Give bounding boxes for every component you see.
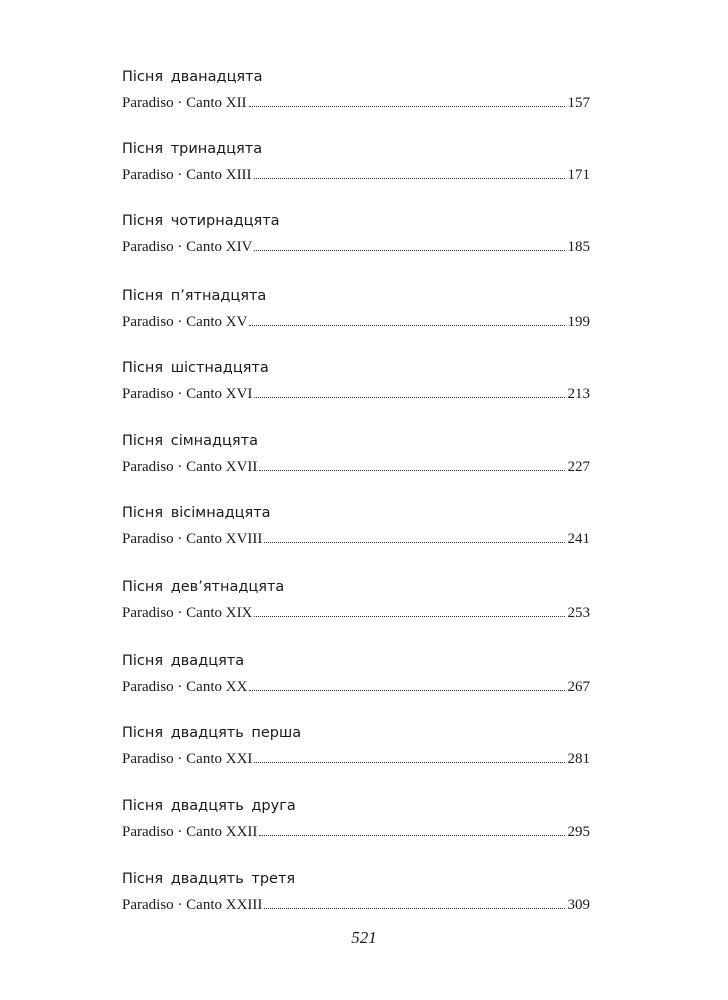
toc-line — [122, 679, 590, 703]
page-number: 157 — [567, 95, 590, 111]
dot-leader — [249, 106, 565, 107]
dot-leader — [254, 762, 564, 763]
toc-line — [122, 824, 590, 848]
canto-title-latin: Paradiso · Canto XVI — [122, 386, 253, 402]
canto-title-ukrainian: Пісня п’ятнадцята — [122, 288, 267, 304]
toc-entry — [122, 66, 590, 119]
page-number: 171 — [567, 167, 590, 183]
canto-title-latin: Paradiso · Canto XVIII — [122, 531, 263, 547]
toc-entry — [122, 502, 590, 555]
page-number: 199 — [567, 314, 590, 330]
toc-entry — [122, 210, 590, 263]
toc-line — [122, 605, 590, 629]
canto-title-latin: Paradiso · Canto XII — [122, 95, 247, 111]
toc-entry — [122, 722, 590, 775]
toc-entry — [122, 138, 590, 191]
toc-line — [122, 314, 590, 338]
canto-title-latin: Paradiso · Canto XXIII — [122, 897, 263, 913]
canto-title-latin: Paradiso · Canto XX — [122, 679, 248, 695]
toc-entry — [122, 868, 590, 921]
folio-page-number: 521 — [351, 928, 377, 947]
canto-title-latin: Paradiso · Canto XIII — [122, 167, 252, 183]
toc-line — [122, 531, 590, 555]
canto-title-ukrainian: Пісня шістнадцята — [122, 360, 269, 376]
canto-title-ukrainian: Пісня дев’ятнадцята — [122, 579, 285, 595]
canto-title-ukrainian: Пісня двадцять перша — [122, 725, 302, 741]
canto-title-ukrainian: Пісня чотирнадцята — [122, 213, 280, 229]
dot-leader — [254, 250, 564, 251]
toc-line — [122, 386, 590, 410]
toc-entry — [122, 430, 590, 483]
canto-title-latin: Paradiso · Canto XVII — [122, 459, 258, 475]
page-number: 227 — [567, 459, 590, 475]
toc-line — [122, 95, 590, 119]
canto-title-latin: Paradiso · Canto XV — [122, 314, 248, 330]
page-number: 241 — [567, 531, 590, 547]
dot-leader — [254, 397, 564, 398]
canto-title-ukrainian: Пісня двадцята — [122, 653, 245, 669]
canto-title-latin: Paradiso · Canto XIV — [122, 239, 253, 255]
dot-leader — [254, 616, 564, 617]
canto-title-ukrainian: Пісня вісімнадцята — [122, 505, 271, 521]
canto-title-latin: Paradiso · Canto XXII — [122, 824, 258, 840]
canto-title-ukrainian: Пісня тринадцята — [122, 141, 263, 157]
dot-leader — [264, 542, 564, 543]
page-number: 185 — [567, 239, 590, 255]
dot-leader — [249, 690, 564, 691]
toc-entry — [122, 357, 590, 410]
dot-leader — [259, 835, 564, 836]
dot-leader — [254, 178, 565, 179]
toc-entry — [122, 795, 590, 848]
canto-title-latin: Paradiso · Canto XXI — [122, 751, 253, 767]
toc-entry — [122, 576, 590, 629]
dot-leader — [264, 908, 564, 909]
canto-title-ukrainian: Пісня сімнадцята — [122, 433, 258, 449]
page-number: 281 — [567, 751, 590, 767]
page-number: 309 — [567, 897, 590, 913]
toc-line — [122, 459, 590, 483]
page-number: 295 — [567, 824, 590, 840]
toc-line — [122, 897, 590, 921]
toc-entry — [122, 285, 590, 338]
canto-title-ukrainian: Пісня двадцять третя — [122, 871, 296, 887]
dot-leader — [259, 470, 564, 471]
toc-line — [122, 167, 590, 191]
canto-title-latin: Paradiso · Canto XIX — [122, 605, 253, 621]
toc-entry — [122, 650, 590, 703]
toc-line — [122, 239, 590, 263]
toc-line — [122, 751, 590, 775]
canto-title-ukrainian: Пісня дванадцята — [122, 69, 263, 85]
dot-leader — [249, 325, 564, 326]
page-number: 267 — [567, 679, 590, 695]
page-number: 213 — [567, 386, 590, 402]
page-number: 253 — [567, 605, 590, 621]
canto-title-ukrainian: Пісня двадцять друга — [122, 798, 296, 814]
